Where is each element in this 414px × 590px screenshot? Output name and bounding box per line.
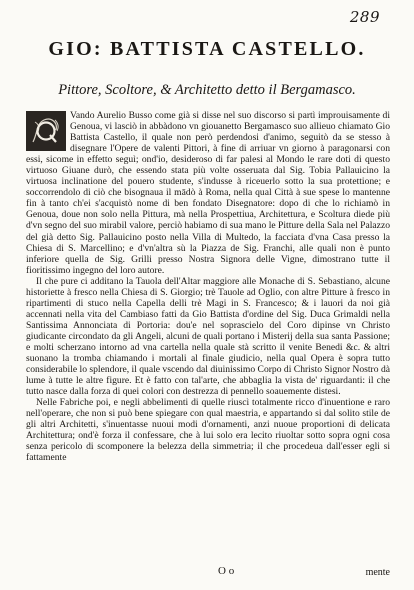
- catchword: mente: [365, 567, 390, 578]
- paragraph-1: [26, 110, 390, 276]
- page-number: 289: [349, 8, 380, 26]
- signature-mark: O o: [218, 565, 235, 577]
- chapter-subtitle: Pittore, Scoltore, & Architetto detto il Bergamasco.: [58, 82, 356, 98]
- chapter-title: GIO: BATTISTA CASTELLO.: [48, 38, 366, 60]
- decorated-initial-icon: [26, 111, 66, 151]
- paragraph-3: Nelle Fabriche poi, e negli abbelimenti di quelle riuscì totalmente ricco d'inuentione e raro nell'operare, che non si può bene spiegare con qual maestria, e appartando si dal solito stile de gli altri Architetti, s'inuentasse nuoui modi d'ornamenti, anzi nuoue proportioni di delicata Architettura; ond'è forza il confessare, che à lui solo era lecito riuoltar sotto sopra ogni cosa senza pericolo di scomponere la belezza della simmetria; il che procedeua dall'esser egli si fattamente: [26, 397, 390, 464]
- paragraph-2: Il che pure ci additano la Tauola dell'Altar maggiore alle Monache di S. Sebastiano, alcune historiette à fresco nella Chiesa di S. Giorgio; trè Tauole ad Oglio, con altre Pitture à fresco in ripartimenti di stuco nella Capella delli trè Magi in S. Francesco; & i lauori da noi già accennati nella vita del Cambiaso fatti da Gio Battista d'ordine del Sig. Duca Grimaldi nella Santissima Annonciata di Portoria: dou'e nel soprascielo del Coro dipinse vn Christo giudicante circondato da gli Angeli, alcuni de quali portano i Misterij della sua santa Passione; e molti scherzano intorno ad vna cartella nella quale stà scritto il venite Benedi &c. & altri suonano la tromba chiamando i mortali al finale giudicio, nella qual Opera è sopra tutto considerabile lo splendore, il quale vscendo dal diuinissimo Corpo di Christo Signor Nostro dà lume à tutte le altre figure. Et è fatto con tal'arte, che abbaglia la vista de' riguardanti: il che tutto nasce dalla forza di quei colori con destrezza di pennello soauemente distesi.: [26, 275, 390, 398]
- body-text: [26, 110, 390, 464]
- paragraph-1-text: Vando Aurelio Busso come già si disse nel suo discorso si partì improuisamente di Genoua, vi lasciò in abbàdono vn giouanetto Bergamasco suo allieuo chiamato Gio Battista Castello, il quale non però perdendosi d'animo, seguitò da se stesso à disegnare l'Opere de valenti Pittori, à fine di arriuar vn giorno à paragonarsi con essi, sicome in effetto seguì; ond'io, desideroso di far palesi al Mondo le rare doti di questo virtuoso Giuane durò, che essendo stata più volte osseruata dal Sig. Tobia Pallauicino la virtuosa inclinatione del pouero studente, s'indusse à riceuerlo sotto la sua protettione; e soccorrendolo di ciò che bisognaua il mādò à Roma, nella qual Città à sue spese lo mantenne fin à tanto ch'ei s'acquistò nome di ben fondato Disegnatore: dopo di che lo richiamò in Genoua, doue non solo nella Pittura, mà nella Prospettiua, Architettura, e Scoltura diede più d'vn segno del suo mirabil valore, perciò habiamo di sua mano le Pitture della Sala nel Palazzo del già detto Sig. Pallauicino posto nella Villa di Multedo, la facciata d'vna Casa presso la Chiesa di S. Marcellino; e d'vn'altra sù la Piazza de Sig. Franchi, alle quali non è punto inferiore quella de Sig. Grilli presso Nostra Signora delle Vigne, dimostrano tutte il fioritissimo ingegno del loro autore.: [26, 110, 390, 276]
